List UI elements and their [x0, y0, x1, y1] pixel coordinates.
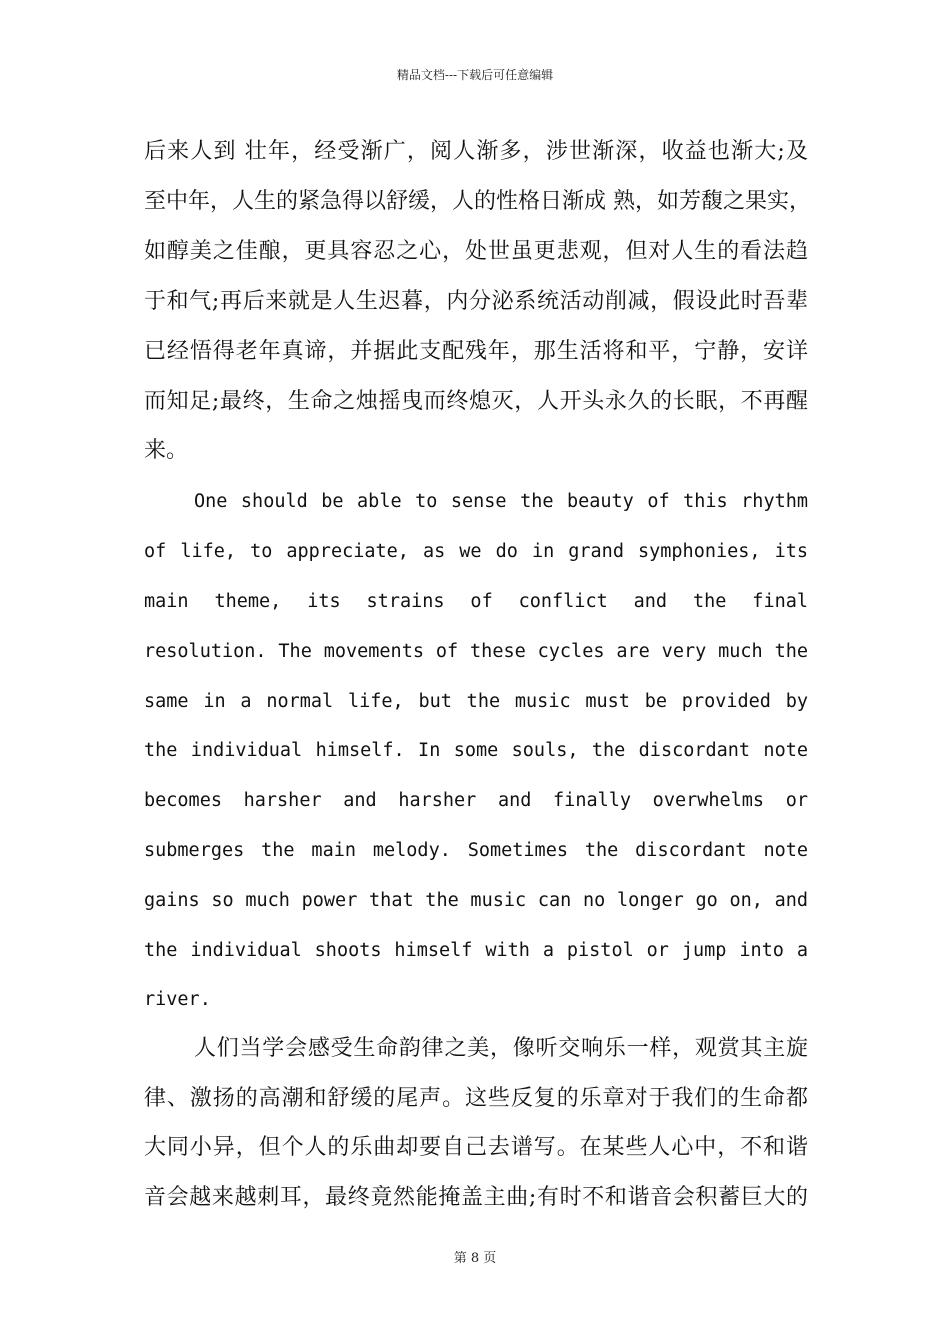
page-number: 第 8 页	[453, 1251, 497, 1266]
text-line: 后来人到 壮年，经受渐广，阅人渐多，涉世渐深，收益也渐大;及	[144, 139, 808, 164]
text-line: gains so much power that the music can no longer go on, and	[144, 890, 808, 911]
text-line: 来。	[144, 438, 189, 463]
text-line: main theme, its strains of conflict and the final	[144, 591, 808, 612]
text-line: 如醇美之佳酿，更具容忍之心，处世虽更悲观，但对人生的看法趋	[144, 239, 808, 264]
text-line: becomes harsher and harsher and finally overwhelms or	[144, 790, 808, 811]
text-line: of life, to appreciate, as we do in grand symphonies, its	[144, 541, 808, 562]
text-line: 音会越来越刺耳，最终竟然能掩盖主曲;有时不和谐音会积蓄巨大的	[144, 1185, 808, 1210]
text-line: One should be able to sense the beauty of this rhythm	[194, 491, 808, 512]
text-line: 人们当学会感受生命韵律之美，像听交响乐一样，观赏其主旋	[194, 1036, 808, 1061]
text-line: submerges the main melody. Sometimes the discordant note	[144, 840, 808, 861]
text-line: resolution. The movements of these cycles are very much the	[144, 641, 808, 662]
text-line: the individual himself. In some souls, the discordant note	[144, 740, 808, 761]
text-line: 至中年，人生的紧急得以舒缓，人的性格日渐成 熟，如芳馥之果实，	[144, 189, 811, 214]
text-line: 于和气;再后来就是人生迟暮，内分泌系统活动削减，假设此时吾辈	[144, 289, 808, 314]
page-header: 精品文档---下载后可任意编辑	[396, 68, 554, 82]
text-line: 而知足;最终，生命之烛摇曳而终熄灭，人开头永久的长眠，不再醒	[144, 389, 808, 414]
text-line: same in a normal life, but the music must be provided by	[144, 691, 808, 712]
text-line: river.	[144, 989, 211, 1010]
text-line: the individual shoots himself with a pistol or jump into a	[144, 940, 808, 961]
text-line: 已经悟得老年真谛，并据此支配残年，那生活将和平，宁静，安详	[144, 339, 808, 364]
text-line: 律、激扬的高潮和舒缓的尾声。这些反复的乐章对于我们的生命都	[144, 1086, 808, 1111]
text-line: 大同小异，但个人的乐曲却要自己去谱写。在某些人心中，不和谐	[144, 1135, 808, 1160]
